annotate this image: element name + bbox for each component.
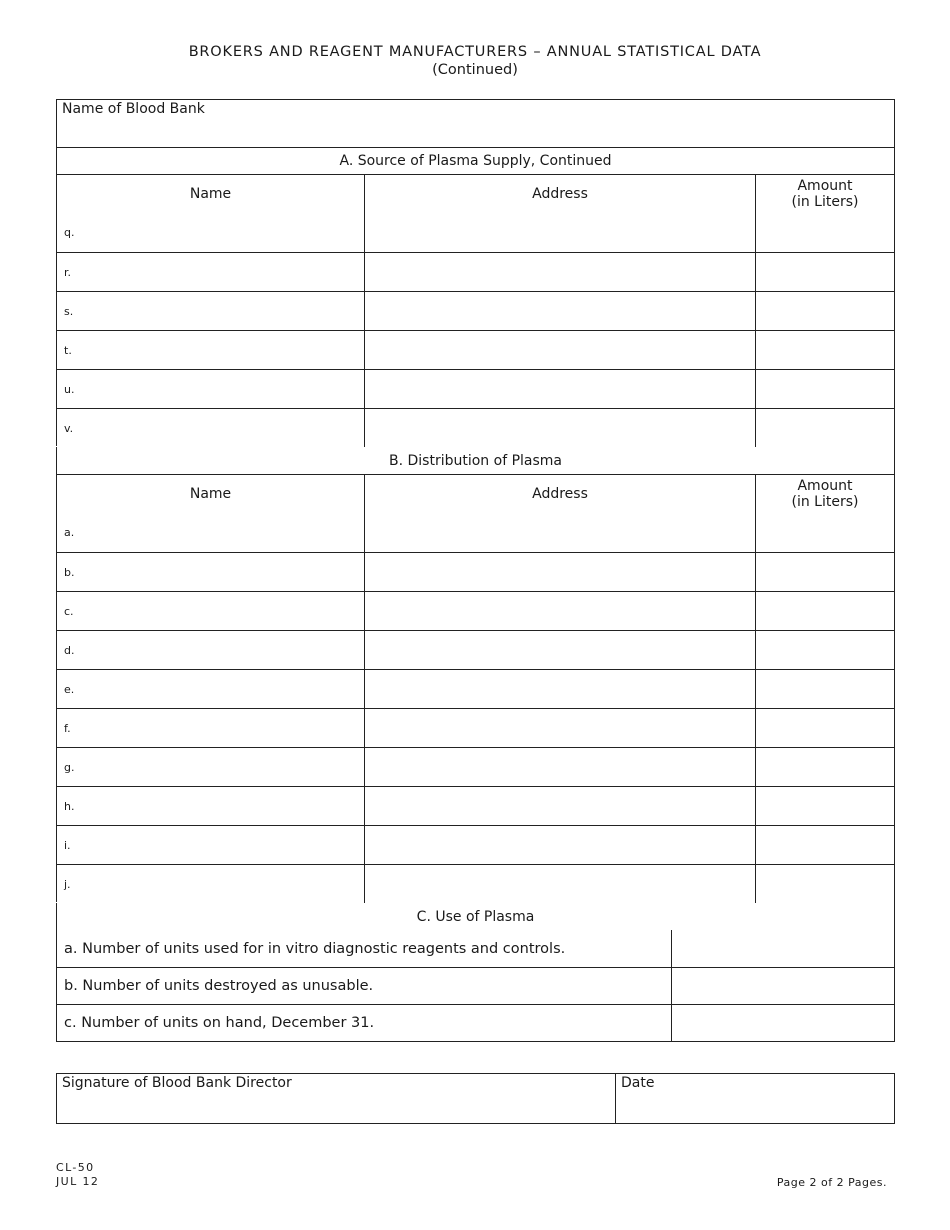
supply-row [57,369,894,408]
distribution-name-field[interactable] [57,748,364,786]
supply-address-field[interactable] [364,409,755,447]
section-b-title-row [57,447,894,474]
section-a-address-header: Address [364,175,755,213]
supply-row-letter: s. [64,305,74,318]
use-of-plasma-row [57,1004,894,1041]
distribution-row-letter: f. [64,722,71,735]
use-of-plasma-units-field[interactable] [671,1005,894,1041]
distribution-name-field[interactable] [57,513,364,552]
distribution-amount-field[interactable] [755,670,894,708]
distribution-row-letter: g. [64,761,75,774]
distribution-name-field[interactable] [57,787,364,825]
distribution-row-letter: a. [64,526,75,539]
section-b-address-header: Address [364,475,755,513]
supply-name-field[interactable] [57,253,364,291]
distribution-amount-field[interactable] [755,865,894,903]
distribution-name-field[interactable] [57,865,364,903]
supply-amount-field[interactable] [755,370,894,408]
blood-bank-name-field[interactable] [57,100,894,147]
distribution-address-field[interactable] [364,787,755,825]
distribution-amount-field[interactable] [755,787,894,825]
section-c-title-row [57,903,894,930]
use-of-plasma-label: b. Number of units destroyed as unusable. [64,978,374,994]
distribution-row [57,708,894,747]
section-c-title: C. Use of Plasma [416,908,535,925]
distribution-amount-field[interactable] [755,826,894,864]
section-c-rows [57,930,894,1041]
section-a-name-header: Name [189,186,232,202]
distribution-name-field[interactable] [57,670,364,708]
section-b-rows [57,513,894,903]
supply-amount-field[interactable] [755,409,894,447]
form-revision: JUL 12 [56,1175,100,1188]
section-b-title: B. Distribution of Plasma [389,452,562,469]
distribution-address-field[interactable] [364,670,755,708]
supply-name-field[interactable] [57,331,364,369]
signature-block [56,1073,895,1124]
supply-amount-field[interactable] [755,213,894,252]
distribution-name-field[interactable] [57,826,364,864]
use-of-plasma-units-field[interactable] [671,930,894,967]
distribution-row-letter: h. [64,800,75,813]
section-a-title-row [57,147,894,174]
distribution-address-field[interactable] [364,631,755,669]
form-identifier [56,1161,99,1189]
supply-address-field[interactable] [364,213,755,252]
distribution-row-letter: e. [64,683,75,696]
distribution-address-field[interactable] [364,748,755,786]
supply-name-field[interactable] [57,213,364,252]
section-a-title: A. Source of Plasma Supply, Continued [339,153,612,169]
distribution-row-letter: j. [64,878,71,891]
statistical-data-form [56,99,895,1042]
distribution-amount-field[interactable] [755,631,894,669]
blood-bank-name-label: Name of Blood Bank [62,101,205,117]
distribution-amount-field[interactable] [755,592,894,630]
supply-row-letter: u. [64,383,75,396]
page-indicator: Page 2 of 2 Pages. [776,1176,887,1189]
supply-row [57,408,894,447]
use-of-plasma-row [57,930,894,967]
supply-row-letter: q. [64,226,75,239]
distribution-name-field[interactable] [57,709,364,747]
distribution-row-letter: i. [64,839,71,852]
use-of-plasma-units-field[interactable] [671,968,894,1004]
supply-name-field[interactable] [57,370,364,408]
date-field[interactable] [615,1074,894,1123]
distribution-row-letter: b. [64,566,75,579]
use-of-plasma-row [57,967,894,1004]
director-signature-label: Signature of Blood Bank Director [62,1075,292,1091]
distribution-name-field[interactable] [57,592,364,630]
distribution-name-field[interactable] [57,631,364,669]
form-id: CL-50 [56,1161,95,1174]
distribution-address-field[interactable] [364,826,755,864]
supply-name-field[interactable] [57,292,364,330]
distribution-amount-field[interactable] [755,553,894,591]
distribution-address-field[interactable] [364,513,755,552]
supply-address-field[interactable] [364,370,755,408]
supply-name-field[interactable] [57,409,364,447]
distribution-row [57,825,894,864]
distribution-row [57,513,894,552]
amount-header-line1: Amount [797,478,853,494]
director-signature-field[interactable] [57,1074,615,1123]
supply-address-field[interactable] [364,292,755,330]
distribution-row-letter: c. [64,605,74,618]
supply-row [57,213,894,252]
distribution-row [57,552,894,591]
distribution-row [57,864,894,903]
date-label: Date [621,1075,655,1091]
use-of-plasma-label: c. Number of units on hand, December 31. [64,1015,375,1031]
use-of-plasma-label: a. Number of units used for in vitro diagnostic reagents and controls. [64,940,566,957]
supply-row-letter: r. [64,266,72,279]
distribution-address-field[interactable] [364,709,755,747]
form-subtitle: (Continued) [432,62,518,78]
distribution-row [57,591,894,630]
distribution-row [57,669,894,708]
supply-amount-field[interactable] [755,331,894,369]
distribution-amount-field[interactable] [755,709,894,747]
blood-bank-name-row [57,100,894,147]
supply-row [57,252,894,291]
distribution-amount-field[interactable] [755,513,894,552]
supply-amount-field[interactable] [755,253,894,291]
distribution-row [57,630,894,669]
amount-header-line1: Amount [797,178,853,194]
amount-header-line2: (in Liters) [791,194,859,210]
supply-row-letter: t. [64,344,72,357]
distribution-row [57,747,894,786]
section-b-header-row [57,474,894,513]
distribution-row-letter: d. [64,644,75,657]
section-b-amount-header [755,475,894,513]
supply-row [57,291,894,330]
distribution-address-field[interactable] [364,553,755,591]
supply-address-field[interactable] [364,253,755,291]
distribution-name-field[interactable] [57,553,364,591]
section-a-rows [57,213,894,447]
section-b-name-header: Name [189,486,232,502]
supply-amount-field[interactable] [755,292,894,330]
distribution-address-field[interactable] [364,865,755,903]
distribution-amount-field[interactable] [755,748,894,786]
distribution-row [57,786,894,825]
form-title: BROKERS AND REAGENT MANUFACTURERS – ANNUAL STATISTICAL DATA [188,44,762,60]
distribution-address-field[interactable] [364,592,755,630]
amount-header-line2: (in Liters) [791,494,859,510]
supply-address-field[interactable] [364,331,755,369]
section-a-amount-header [755,175,894,213]
section-a-header-row [57,174,894,213]
supply-row [57,330,894,369]
supply-row-letter: v. [64,422,74,435]
